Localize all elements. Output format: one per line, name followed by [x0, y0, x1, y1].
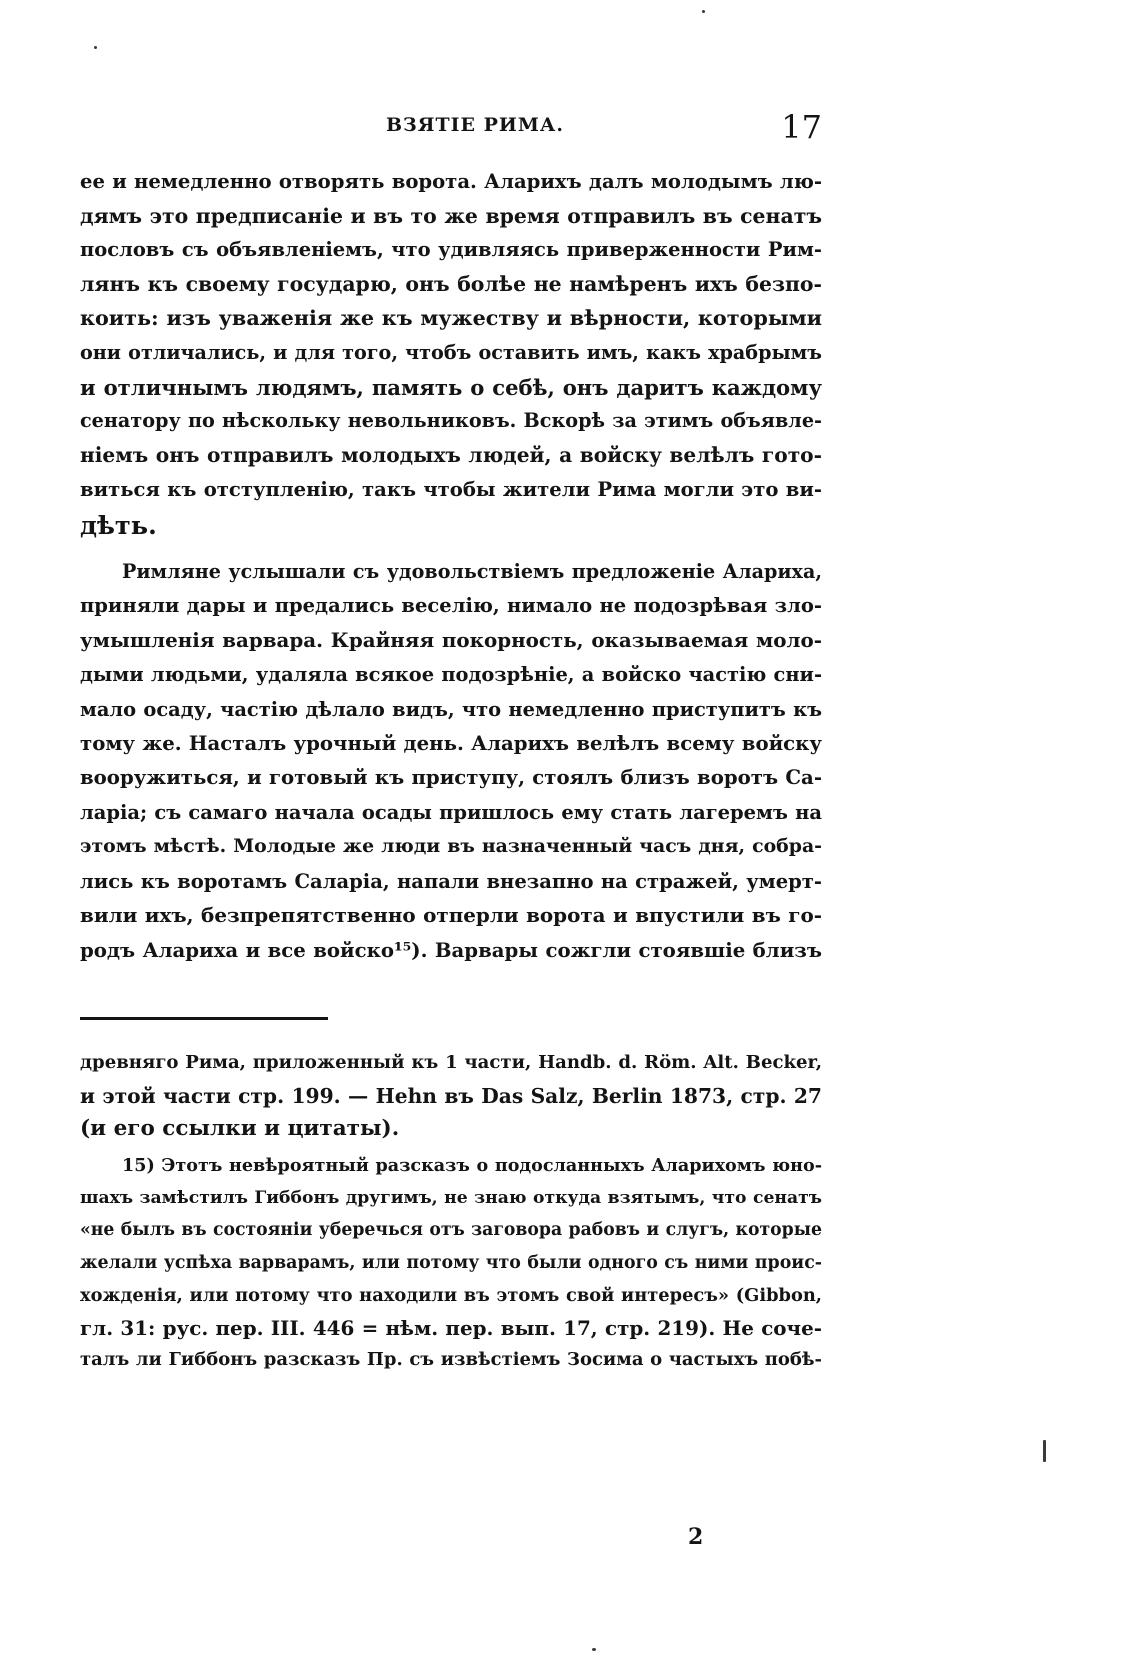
- footnote-line: 15) Этотъ невѣроятный разсказъ о подосланныхъ Аларихомъ юно-: [122, 1156, 822, 1176]
- page-header: [80, 108, 822, 148]
- text-line: тому же. Насталъ урочный день. Аларихъ велѣлъ всему войску: [80, 732, 822, 755]
- text-line: коить: изъ уваженія же къ мужеству и вѣрности, которыми: [80, 306, 822, 330]
- text-line: вооружиться, и готовый къ приступу, стоялъ близъ воротъ Са-: [80, 766, 822, 789]
- text-line: ніемъ онъ отправилъ молодыхъ людей, а войску велѣлъ гото-: [80, 443, 822, 467]
- scan-speck: [702, 10, 705, 13]
- footnote-line: талъ ли Гиббонъ разсказъ Пр. съ извѣстіемъ Зосима о частыхъ побѣ-: [80, 1349, 822, 1370]
- running-title: ВЗЯТІЕ РИМА.: [386, 114, 564, 136]
- text-line: этомъ мѣстѣ. Молодые же люди въ назначенный часъ дня, собра-: [80, 835, 822, 857]
- scan-speck: [94, 46, 97, 49]
- scan-speck: [592, 1648, 596, 1651]
- text-line: родъ Алариха и все войско¹⁵). Варвары сожгли стоявшіе близъ: [80, 938, 822, 962]
- footnote-line: (и его ссылки и цитаты).: [80, 1116, 400, 1141]
- text-line: дыми людьми, удаляла всякое подозрѣніе, а войско частію сни-: [80, 663, 822, 686]
- text-line: лись къ воротамъ Саларіа, напали внезапно на стражей, умерт-: [80, 870, 822, 893]
- page-number: 17: [781, 108, 822, 146]
- text-line: лянъ къ своему государю, онъ болѣе не намѣренъ ихъ безпо-: [80, 272, 822, 296]
- text-line: вили ихъ, безпрепятственно отперли ворота и впустили въ го-: [80, 903, 822, 927]
- text-line: пословъ съ объявленіемъ, что удивляясь приверженности Рим-: [80, 238, 822, 261]
- text-line: умышленія варвара. Крайняя покорность, оказываемая моло-: [80, 628, 822, 652]
- text-line: ее и немедленно отворять ворота. Аларихъ далъ молодымъ лю-: [80, 170, 822, 193]
- footnote-line: желали успѣха варварамъ, или потому что были одного съ ними проис-: [80, 1253, 822, 1273]
- text-line: сенатору по нѣскольку невольниковъ. Вскорѣ за этимъ объявле-: [80, 409, 822, 432]
- text-line: мало осаду, частію дѣлало видъ, что немедленно приступитъ къ: [80, 698, 822, 721]
- text-line: они отличались, и для того, чтобъ оставить имъ, какъ храбрымъ: [80, 341, 822, 364]
- footnote-line: «не былъ въ состояніи уберечься отъ заговора рабовъ и слугъ, которые: [80, 1220, 822, 1240]
- text-line: ларіа; съ самаго начала осады пришлось ему стать лагеремъ на: [80, 801, 822, 824]
- footnote-line: хожденія, или потому что находили въ этомъ свой интересъ» (Gibbon,: [80, 1285, 822, 1306]
- text-line: виться къ отступленію, такъ чтобы жители Рима могли это ви-: [80, 478, 822, 501]
- footnote-separator: [80, 1017, 328, 1020]
- footnote-line: гл. 31: рус. пер. III. 446 = нѣм. пер. вып. 17, стр. 219). Не сочe-: [80, 1316, 822, 1340]
- footnote-line: и этой части стр. 199. — Hehn въ Das Salz, Berlin 1873, стр. 27: [80, 1084, 822, 1108]
- scan-speck: [1043, 1440, 1046, 1462]
- text-line: дѣть.: [80, 511, 157, 541]
- text-line: приняли дары и предались веселію, нимало не подозрѣвая зло-: [80, 594, 822, 617]
- text-line: и отличнымъ людямъ, память о себѣ, онъ даритъ каждому: [80, 375, 822, 400]
- footnote-line: древняго Рима, приложенный къ 1 части, Handb. d. Röm. Alt. Becker,: [80, 1052, 822, 1073]
- signature-mark: 2: [688, 1524, 704, 1550]
- footnote-line: шахъ замѣстилъ Гиббонъ другимъ, не знаю откуда взятымъ, что сенатъ: [80, 1188, 822, 1208]
- text-line: Римляне услышали съ удовольствіемъ предложеніе Алариха,: [122, 560, 822, 583]
- text-line: дямъ это предписаніе и въ то же время отправилъ въ сенатъ: [80, 204, 822, 228]
